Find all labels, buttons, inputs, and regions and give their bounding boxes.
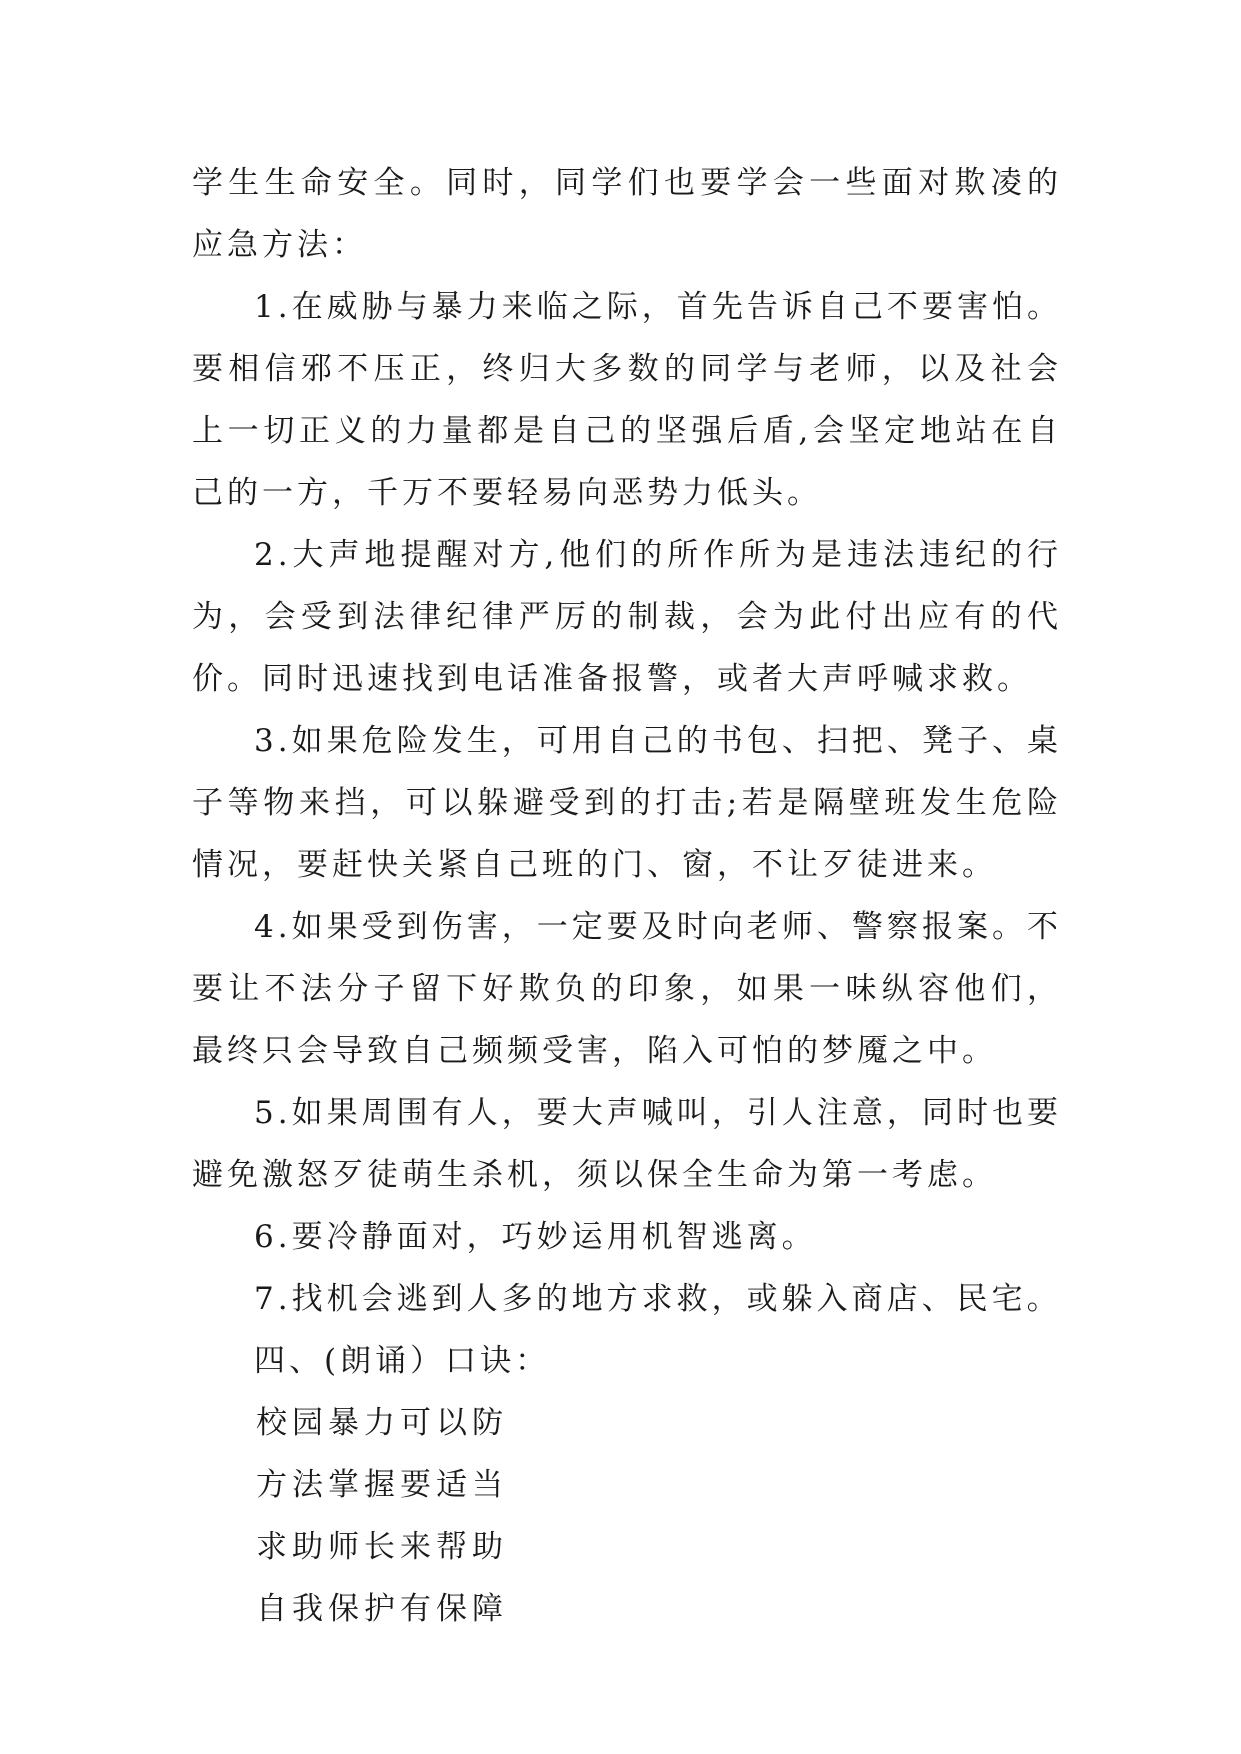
paragraph-item-4: 4.如果受到伤害，一定要及时向老师、警察报案。不要让不法分子留下好欺负的印象，如果一味纵容他们，最终只会导致自己频频受害，陷入可怕的梦魇之中。 [192, 909, 1062, 1069]
poem-line-2: 方法掌握要适当 [256, 1467, 508, 1503]
paragraph-item-2: 2.大声地提醒对方,他们的所作所为是违法违纪的行为，会受到法律纪律严厉的制裁，会为此付出应有的代价。同时迅速找到电话准备报警，或者大声呼喊求救。 [192, 537, 1062, 697]
document-page [192, 152, 1062, 1640]
poem-line-3: 求助师长来帮助 [256, 1529, 508, 1565]
paragraph-item-6: 6.要冷静面对，巧妙运用机智逃离。 [254, 1219, 817, 1255]
paragraph-item-3: 3.如果危险发生，可用自己的书包、扫把、凳子、桌子等物来挡，可以躲避受到的打击;若是隔壁班发生危险情况，要赶快关紧自己班的门、窗，不让歹徒进来。 [192, 723, 1062, 883]
section-heading-recitation: 四、(朗诵）口诀： [254, 1343, 551, 1379]
paragraph-item-7: 7.找机会逃到人多的地方求救，或躲入商店、民宅。 [254, 1281, 1062, 1317]
paragraph-item-5: 5.如果周围有人，要大声喊叫，引人注意，同时也要避免激怒歹徒萌生杀机，须以保全生命为第一考虑。 [192, 1095, 1062, 1193]
paragraph-item-1: 1.在威胁与暴力来临之际，首先告诉自己不要害怕。要相信邪不压正，终归大多数的同学与老师，以及社会上一切正义的力量都是自己的坚强后盾,会坚定地站在自己的一方，千万不要轻易向恶势力低头。 [192, 289, 1062, 511]
poem-line-1: 校园暴力可以防 [256, 1405, 508, 1441]
paragraph-intro: 学生生命安全。同时，同学们也要学会一些面对欺凌的应急方法： [192, 165, 1062, 263]
poem-block [192, 1392, 1062, 1640]
poem-line-4: 自我保护有保障 [256, 1591, 508, 1627]
